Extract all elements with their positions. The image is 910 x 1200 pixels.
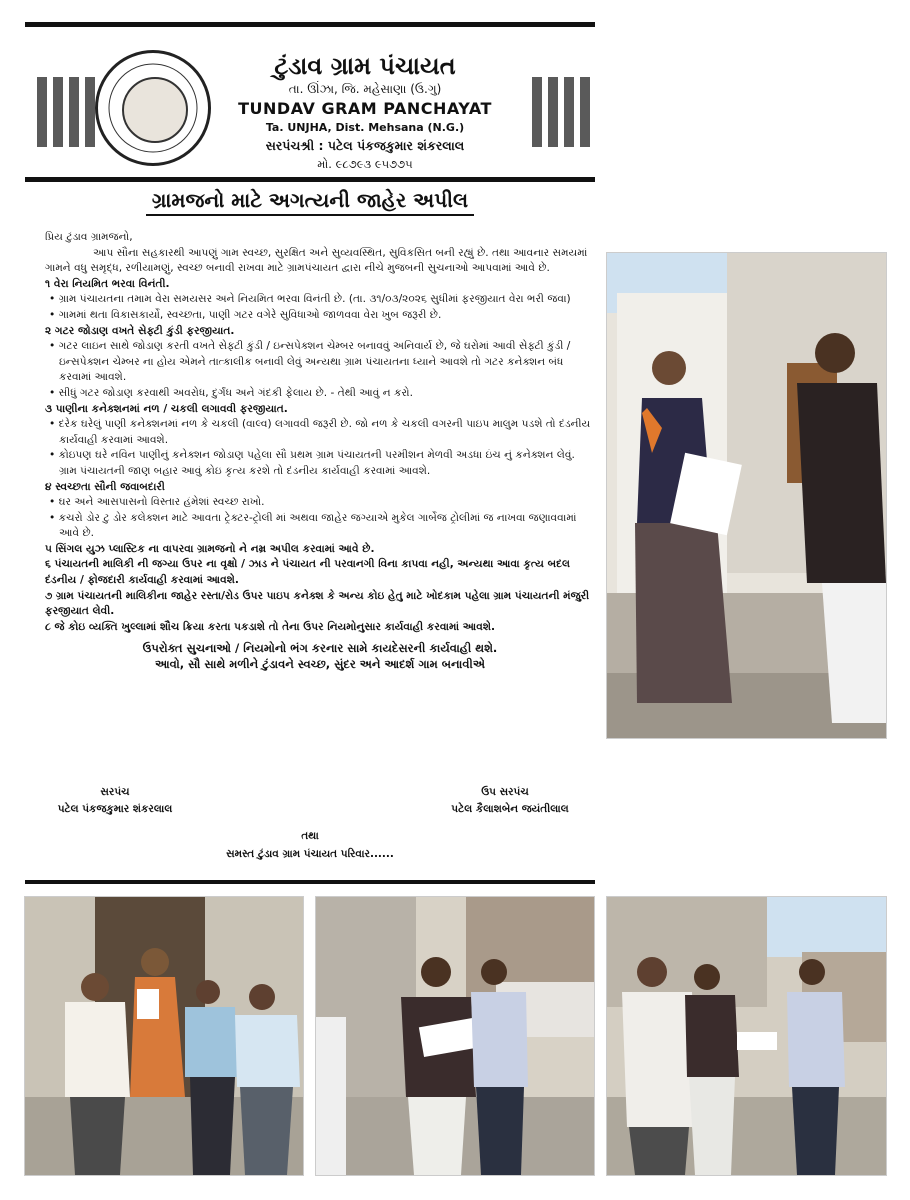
section-3-bullet-1: • દરેક ઘરેલું પાણી કનેક્શનમાં નળ કે ચકલી (વાલ્વ) લગાવવી જરૂરી છે. જો નળ કે ચકલી વગરની પાઇપ માલુમ પડશે તો દંડનીય કાર્યવાહી કરવામાં આવશે. — [49, 418, 591, 446]
header-rule — [25, 177, 595, 182]
section-3-bullet-2: • કોઇપણ ઘરે નવિન પાણીનું કનેક્શન જોડાણ પહેલા સૌ પ્રથમ ગ્રામ પંચાયતની પરમીશન મેળવી અડધા ઇંચ નું કનેક્શન લેવું. ગ્રામ પંચાયતની જાણ બહાર આવું કોઇ કૃત્ય કરશે તો દંડનીય કાર્યવાહી કરવામાં આવશે. — [49, 449, 575, 477]
section-2-bullet-1: • ગટર લાઇન સાથે જોડાણ કરતી વખતે સેફ્ટી કુંડી / ઇન્સપેક્શન ચેમ્બર બનાવવું અનિવાર્ય છે, જે ઘરોમાં આવી સેફ્ટી કુંડી / ઇન્સપેક્શન ચેમ્બર ના હોય એમને તાત્કાલીક બનાવી લેવું અન્યથા ગ્રામ પંચાયતના ધ્યાને આવશે તો ગટર કનેક્શન બંધ કરવામાં આવશે. — [49, 340, 571, 384]
address-gujarati: તા. ઊંઝા, જિ. મહેસાણા (ઉ.ગુ) — [288, 82, 442, 96]
salutation: પ્રિય ટુંડાવ ગ્રામજનો, — [45, 231, 133, 243]
section-7: ૭ ગ્રામ પંચાયતની માલિકીના જાહેર રસ્તા/રોડ ઉપર પાઇપ કનેક્શ કે અન્ય કોઇ હેતુ માટે ખોદકામ પહેલા ગ્રામ પંચાયતની મંજુરી ફરજીયાત લેવી. — [45, 589, 590, 618]
section-3-heading: ૩ પાણીના કનેક્શનમાં નળ / ચકલી લગાવવી ફરજીયાત. — [45, 402, 288, 415]
panchayat-title-gujarati: ટુંડાવ ગ્રામ પંચાયત — [274, 52, 456, 80]
warning-line: ઉપરોક્ત સુચનાઓ / નિયમોનો ભંગ કરનાર સામે કાયદેસરની કાર્યવાહી થશે. — [142, 641, 498, 656]
section-1-heading: ૧ વેરા નિયમિત ભરવા વિનંતી. — [45, 277, 170, 290]
phone-line: મો. ૯૮૭૯૩ ૯૫૭૭૫ — [317, 157, 413, 171]
panchayat-title-english: TUNDAV GRAM PANCHAYAT — [238, 99, 492, 118]
top-rule — [25, 22, 595, 27]
and-text: તથા — [301, 830, 319, 842]
photo-notice-handover — [607, 253, 886, 738]
appeal-title: ગ્રામજનો માટે અગત્યની જાહેર અપીલ — [146, 188, 474, 216]
section-5: ૫ સિંગલ યુઝ પ્લાસ્ટિક ના વાપરવા ગ્રામજનો ને નમ્ર અપીલ કરવામાં આવે છે. — [45, 542, 375, 555]
section-4-bullet-2: • કચરો ડોર ટુ ડોર કલેક્શન માટે આવતા ટ્રેક્ટર-ટ્રોલી માં અથવા જાહેર જગ્યાએ મુકેલ ગાર્બેજ ટ્રોલીમાં જ નાખવા જણાવવામાં આવે છે. — [49, 511, 577, 540]
deputy-sarpanch-name: પટેલ કૈલાશબેન જયંતીલાલ — [451, 803, 569, 815]
section-4-bullet-1: • ઘર અને આસપાસનો વિસ્તાર હંમેશાં સ્વચ્છ રાખો. — [49, 496, 265, 509]
section-8: ૮ જે કોઇ વ્યક્તિ ખુલ્લામાં શૌચ ક્રિયા કરતા પકડાશે તો તેના ઉપર નિયમોનુસાર કાર્યવાહી કરવામાં આવશે. — [45, 620, 496, 633]
section-2-heading: ૨ ગટર જોડાણ વખતે સેફ્ટી કુંડી ફરજીયાત. — [45, 324, 235, 337]
section-2-bullet-2: • સીધું ગટર જોડાણ કરવાથી અવરોધ, દુર્ગંધ અને ગંદકી ફેલાય છે. - તેથી આવું ન કરો. — [49, 386, 413, 399]
photo-group-3 — [607, 897, 886, 1175]
section-4-heading: ૪ સ્વચ્છતા સૌની જવાબદારી — [45, 480, 165, 493]
photo-group-2-image — [316, 897, 594, 1175]
appeal-body — [45, 230, 595, 673]
section-6: ૬ પંચાયતની માલિકી ની જગ્યા ઉપર ના વૃક્ષો / ઝાડ ને પંચાયત ની પરવાનગી વિના કાપવા નહી, અન્યથા આવા કૃત્ય બદલ દંડનીય / ફોજદારી કાર્યવાહી કરવામાં આવશે. — [45, 558, 571, 587]
photo-group-1-image — [25, 897, 303, 1175]
photo-group-1 — [25, 897, 303, 1175]
seal-emblem — [122, 77, 188, 143]
photo-group-2 — [316, 897, 594, 1175]
sarpanch-role: સરપંચ — [100, 786, 130, 798]
sarpanch-line: સરપંચશ્રી : પટેલ પંકજકુમાર શંકરલાલ — [265, 138, 465, 153]
closing-line: આવો, સૌ સાથે મળીને ટુંડાવને સ્વચ્છ, સુંદર અને આદર્શ ગામ બનાવીએ — [155, 657, 485, 672]
left-stripes — [37, 77, 95, 147]
photo-group-3-image — [607, 897, 886, 1175]
deputy-sarpanch-role: ઉપ સરપંચ — [481, 786, 529, 798]
section-1-bullet-2: • ગામમાં થતા વિકાસકાર્યો, સ્વચ્છતા, પાણી ગટર વગેરે સુવિધાઓ જાળવવા વેરા ખુબ જરૂરી છે. — [49, 308, 442, 321]
sarpanch-name: પટેલ પંકજકુમાર શંકરલાલ — [57, 803, 173, 815]
intro-paragraph: આપ સૌના સહકારથી આપણું ગામ સ્વચ્છ, સુરક્ષિત અને સુવ્યવસ્થિત, સુવિકસિત બની રહ્યું છે. તથા આવનાર સમયમાં ગામને વધુ સમૃદ્ધ, રળીયામણું, સ્વચ્છ બનાવી રાખવા માટે ગ્રામપંચાયત દ્વારા નીચે મુજબની સુચનાઓ આપવામાં આવે છે. — [45, 246, 588, 275]
section-1-bullet-1: • ગ્રામ પંચાયતના તમામ વેરા સમયસર અને નિયમિત ભરવા વિનંતી છે. (તા. ૩૧/૦૩/૨૦૨૬ સુધીમાં ફરજીયાત વેરા ભરી જવા) — [49, 293, 571, 306]
bottom-rule — [25, 880, 595, 884]
address-english: Ta. UNJHA, Dist. Mehsana (N.G.) — [265, 121, 465, 134]
panchayat-family: સમસ્ત ટુંડાવ ગ્રામ પંચાયત પરિવાર...... — [226, 848, 394, 860]
photo-notice-handover-image — [607, 253, 886, 738]
